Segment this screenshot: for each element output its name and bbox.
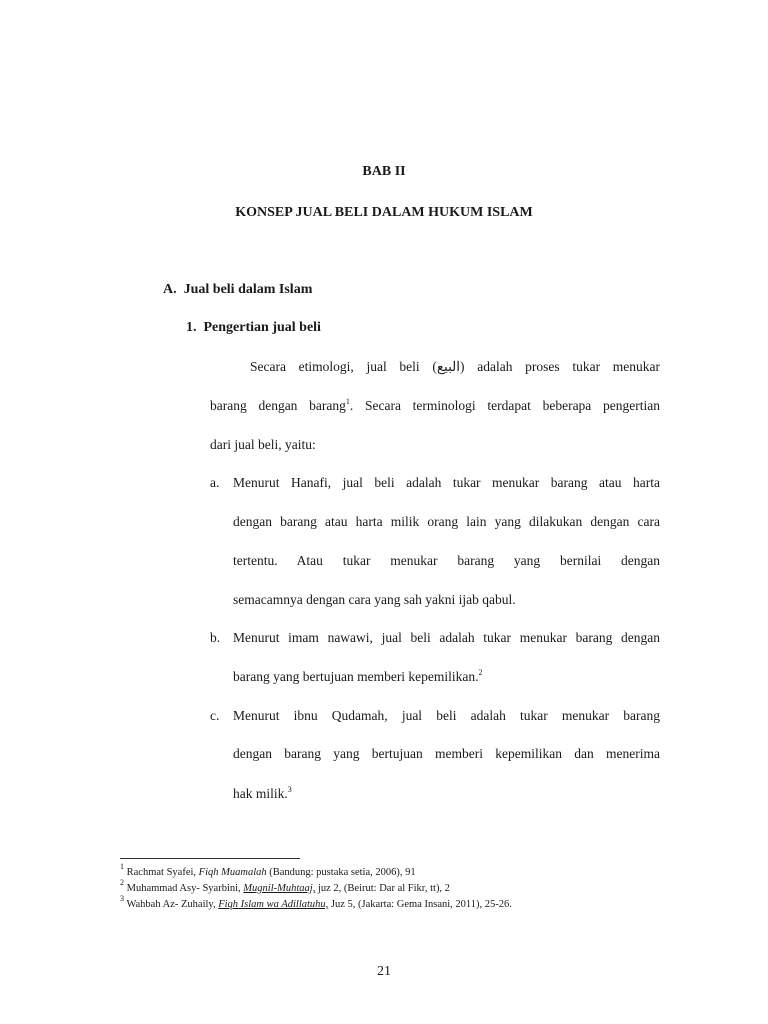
footnote-3: $^3$ Wahbah Az- Zuhaily, Fiqh Islam wa Adillatuhu, Juz 5, (Jakarta: Gema Insani, 2011), 25-26.: [120, 894, 512, 910]
section-heading: A. Jual beli dalam Islam: [163, 282, 313, 297]
item-c-line-3: hak milik.$^3$: [233, 785, 292, 801]
page-number: 21: [377, 964, 391, 979]
item-a-line-2: dengan barang atau harta milik orang lain yang dilakukan dengan cara: [233, 514, 660, 529]
item-a-line-4: semacamnya dengan cara yang sah yakni ijab qabul.: [233, 592, 516, 607]
subsection-heading: 1. Pengertian jual beli: [186, 320, 321, 335]
footnote-ref-1: 1: [345, 397, 350, 406]
footnote-ref-3: 3: [287, 785, 292, 794]
chapter-title: KONSEP JUAL BELI DALAM HUKUM ISLAM: [235, 205, 533, 220]
item-b-line-1: Menurut imam nawawi, jual beli adalah tukar menukar barang dengan: [233, 630, 660, 645]
footnote-ref-2: 2: [478, 668, 483, 677]
item-a-line-1: Menurut Hanafi, jual beli adalah tukar menukar barang atau harta: [233, 475, 660, 490]
intro-line-3: dari jual beli, yaitu:: [210, 437, 316, 452]
arabic-term: البيع: [436, 359, 461, 374]
footnote-1: $^1$ Rachmat Syafei, Fiqh Muamalah (Bandung: pustaka setia, 2006), 91: [120, 862, 416, 878]
list-marker-c: c.: [210, 708, 220, 723]
footnote-2: $^2$ Muhammad Asy- Syarbini, Mugnil-Muhtaaj, juz 2, (Beirut: Dar al Fikr, tt), 2: [120, 878, 450, 894]
list-marker-a: a.: [210, 475, 220, 490]
footnote-separator: [120, 858, 300, 859]
intro-line-2: barang dengan barang$^1$. Secara terminologi terdapat beberapa pengertian: [210, 397, 660, 413]
item-c-line-1: Menurut ibnu Qudamah, jual beli adalah tukar menukar barang: [233, 708, 660, 723]
item-b-line-2: barang yang bertujuan memberi kepemilikan.$^2$: [233, 668, 483, 684]
list-marker-b: b.: [210, 630, 221, 645]
chapter-number: BAB II: [362, 164, 406, 179]
item-a-line-3: tertentu. Atau tukar menukar barang yang bernilai dengan: [233, 553, 660, 568]
item-c-line-2: dengan barang yang bertujuan memberi kepemilikan dan menerima: [233, 746, 660, 761]
intro-line-1: Secara etimologi, jual beli (البيع) adalah proses tukar menukar: [250, 359, 660, 374]
